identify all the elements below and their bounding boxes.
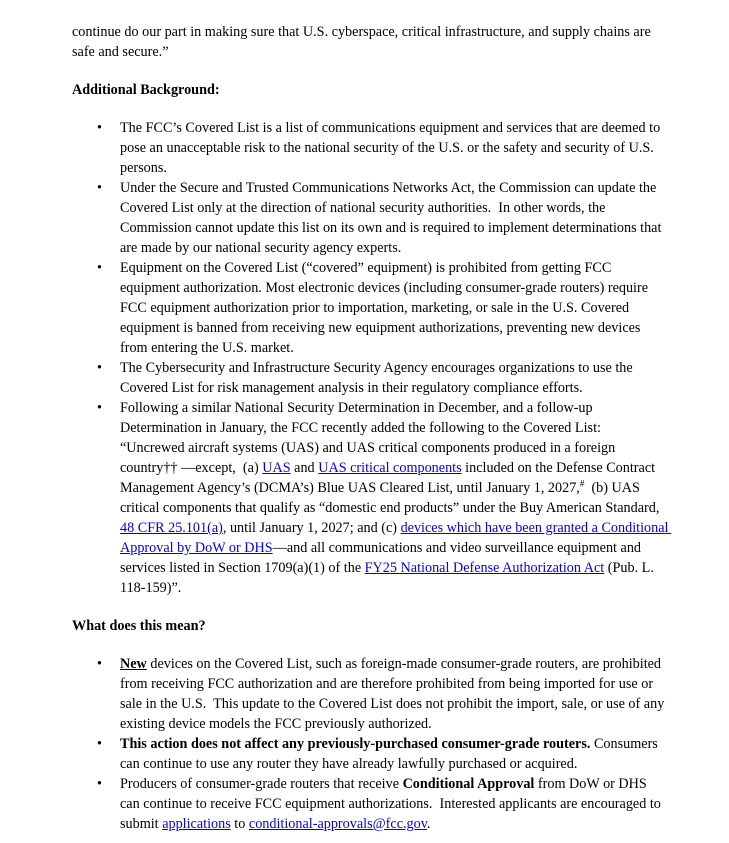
bullet-text bbox=[120, 400, 671, 596]
bullet-text bbox=[120, 180, 665, 256]
text-run: Consumers can continue to use any router they have already lawfully purchased or acquired. bbox=[120, 736, 662, 772]
paragraph bbox=[72, 22, 669, 62]
text-run: devices on the Covered List, such as foreign-made consumer-grade routers, are prohibited from receiving FCC authorization and are therefore prohibited from being imported for use or sale in the U.S. This update to the Covered List does not prohibit the import, sale, or use of any existing device models the FCC previously authorized. bbox=[120, 656, 668, 732]
footnote-marker: # bbox=[579, 478, 585, 489]
text-run: (b) UAS critical components that qualify as “domestic end products” under the Buy American Standard, bbox=[120, 480, 663, 516]
bullet-marker-icon: • bbox=[97, 360, 102, 376]
text-run: Additional Background: bbox=[72, 82, 220, 98]
bullet-item bbox=[72, 734, 669, 774]
text-run: . bbox=[426, 816, 431, 832]
bullet-marker-icon: • bbox=[97, 776, 102, 792]
text-run: and bbox=[290, 460, 319, 476]
section-heading bbox=[72, 80, 669, 100]
text-run: Following a similar National Security Determination in December, and a follow-up Determination in January, the FCC recently added the following to the Covered List: “Uncrewed aircraft systems (UAS) and UAS critical components produced in a foreign country†† —except, (a) bbox=[120, 400, 619, 476]
bullet-list bbox=[72, 654, 669, 834]
text-run: New bbox=[120, 656, 147, 672]
text-run: The Cybersecurity and Infrastructure Security Agency encourages organizations to use the Covered List for risk management analysis in their regulatory compliance efforts. bbox=[120, 360, 637, 396]
bullet-text bbox=[120, 360, 636, 396]
text-run: —and all communications and video surveillance equipment and services listed in Section 1709(a)(1) of the bbox=[120, 540, 645, 576]
bullet-item bbox=[72, 258, 669, 358]
text-run: Conditional Approval bbox=[402, 776, 535, 792]
bullet-marker-icon: • bbox=[97, 736, 102, 752]
bullet-text bbox=[120, 736, 661, 772]
bullet-item bbox=[72, 358, 669, 398]
bullet-item bbox=[72, 118, 669, 178]
text-run: continue do our part in making sure that U.S. cyberspace, critical infrastructure, and supply chains are safe and secure.” bbox=[72, 24, 655, 60]
text-run: , until January 1, 2027; and (c) bbox=[222, 520, 401, 536]
hyperlink[interactable]: 48 CFR 25.101(a) bbox=[120, 520, 223, 536]
bullet-text bbox=[120, 260, 652, 356]
bullet-marker-icon: • bbox=[97, 260, 102, 276]
text-run: from DoW or DHS can continue to receive FCC equipment authorizations. Interested applicants are encouraged to submit bbox=[120, 776, 665, 832]
text-run: (Pub. L. 118-159)”. bbox=[120, 560, 658, 596]
text-run: to bbox=[230, 816, 249, 832]
hyperlink[interactable]: UAS critical components bbox=[318, 460, 462, 476]
bullet-marker-icon: • bbox=[97, 120, 102, 136]
text-run: included on the Defense Contract Management Agency’s (DCMA’s) Blue UAS Cleared List, until January 1, 2027, bbox=[120, 460, 659, 496]
bullet-item bbox=[72, 178, 669, 258]
bullet-marker-icon: • bbox=[97, 656, 102, 672]
hyperlink[interactable]: FY25 National Defense Authorization Act bbox=[364, 560, 605, 576]
hyperlink[interactable]: devices which have been granted a Conditional Approval by DoW or DHS bbox=[120, 520, 672, 556]
section-heading bbox=[72, 616, 669, 636]
text-run: The FCC’s Covered List is a list of communications equipment and services that are deemed to pose an unacceptable risk to the national security of the U.S. or the safety and security of U.S. persons. bbox=[120, 120, 664, 176]
hyperlink[interactable]: applications bbox=[162, 816, 231, 832]
hyperlink[interactable]: conditional-approvals@fcc.gov bbox=[248, 816, 427, 832]
text-run: This action does not affect any previously-purchased consumer-grade routers. bbox=[120, 736, 591, 752]
text-run: What does this mean? bbox=[72, 618, 206, 634]
bullet-item bbox=[72, 774, 669, 834]
bullet-item bbox=[72, 398, 672, 598]
bullet-marker-icon: • bbox=[97, 180, 102, 196]
text-run: Equipment on the Covered List (“covered” equipment) is prohibited from getting FCC equipment authorization. Most electronic devices (including consumer-grade routers) require FCC equipment authorization prior to importation, marketing, or sale in the U.S. Covered equipment is banned from receiving new equipment authorizations, preventing new devices from entering the U.S. market. bbox=[120, 260, 652, 356]
text-run: Under the Secure and Trusted Communications Networks Act, the Commission can update the Covered List only at the direction of national security authorities. In other words, the Commission cannot update this list on its own and is required to implement determinations that are made by our national security agency experts. bbox=[120, 180, 665, 256]
hyperlink[interactable]: UAS bbox=[262, 460, 291, 476]
bullet-item bbox=[72, 654, 669, 734]
document-content bbox=[72, 22, 672, 834]
bullet-list bbox=[72, 118, 672, 598]
bullet-text bbox=[120, 656, 668, 732]
bullet-marker-icon: • bbox=[97, 400, 102, 416]
bullet-text bbox=[120, 120, 664, 176]
bullet-text bbox=[120, 776, 664, 832]
text-run: Producers of consumer-grade routers that receive bbox=[120, 776, 403, 792]
